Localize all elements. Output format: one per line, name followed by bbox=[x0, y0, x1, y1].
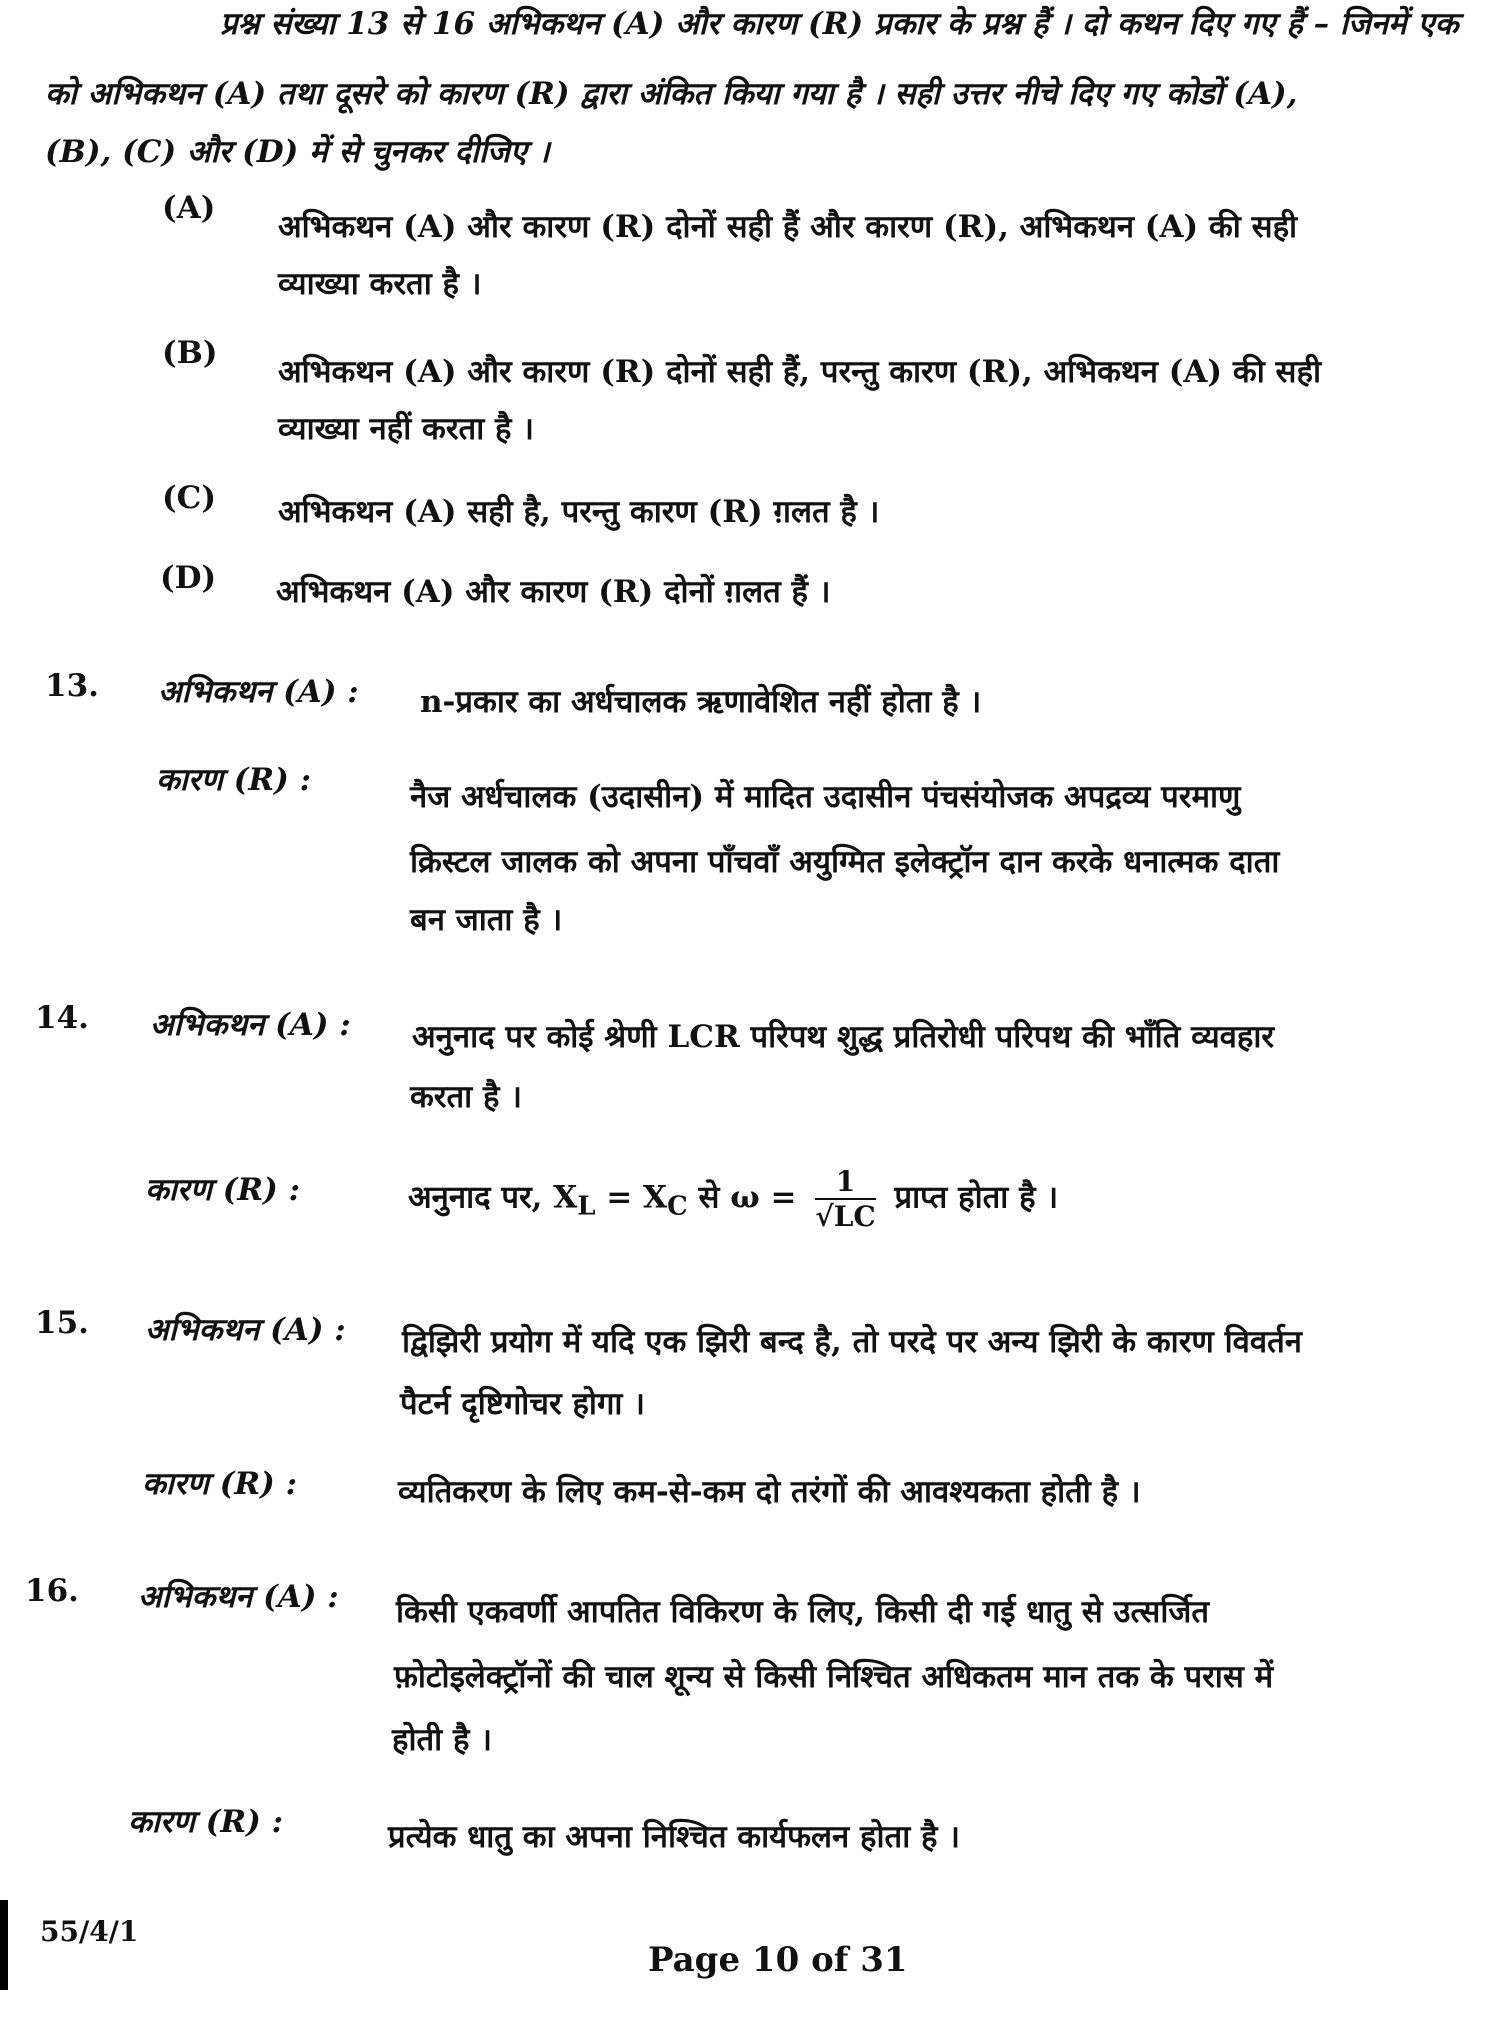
assertion-label: अभिकथन (A) : bbox=[145, 1312, 346, 1348]
intro-line: को अभिकथन (A) तथा दूसरे को कारण (R) द्वारा अंकित किया गया है । सही उत्तर नीचे दिए गए कोडों (A), bbox=[45, 76, 1298, 112]
question-number: 16. bbox=[25, 1573, 79, 1609]
assertion-text: पैटर्न दृष्टिगोचर होगा । bbox=[400, 1386, 645, 1422]
fraction bbox=[815, 1165, 875, 1233]
assertion-text: द्विझिरी प्रयोग में यदि एक झिरी बन्द है, तो परदे पर अन्य झिरी के कारण विवर्तन bbox=[402, 1324, 1302, 1360]
option-text: अभिकथन (A) सही है, परन्तु कारण (R) ग़लत है । bbox=[278, 494, 880, 530]
option-label: (B) bbox=[162, 335, 218, 371]
assertion-text: होती है । bbox=[392, 1722, 492, 1758]
reason-text: प्राप्त होता है । bbox=[894, 1179, 1059, 1216]
reason-text: प्रत्येक धातु का अपना निश्चित कार्यफलन होता है । bbox=[388, 1819, 961, 1855]
intro-line: (B), (C) और (D) में से चुनकर दीजिए । bbox=[45, 134, 550, 170]
reason-label: कारण (R) : bbox=[156, 762, 312, 798]
reason-formula bbox=[408, 1165, 1058, 1233]
question-number: 13. bbox=[45, 668, 99, 704]
intro-line: प्रश्न संख्या 13 से 16 अभिकथन (A) और कारण (R) प्रकार के प्रश्न हैं । दो कथन दिए गए हैं – जिनमें एक bbox=[220, 6, 1459, 42]
fraction-denominator: √LC bbox=[815, 1200, 876, 1233]
page-number: Page 10 of 31 bbox=[648, 1940, 908, 1980]
reason-text: व्यतिकरण के लिए कम-से-कम दो तरंगों की आवश्यकता होती है । bbox=[398, 1474, 1141, 1510]
reason-label: कारण (R) : bbox=[142, 1466, 298, 1502]
fraction-numerator: 1 bbox=[815, 1165, 875, 1200]
reason-text: नैज अर्धचालक (उदासीन) में मादित उदासीन पंचसंयोजक अपद्रव्य परमाणु bbox=[410, 779, 1241, 815]
subscript-l: L bbox=[577, 1191, 596, 1222]
option-text: अभिकथन (A) और कारण (R) दोनों ग़लत हैं । bbox=[276, 574, 831, 610]
reason-text: बन जाता है । bbox=[410, 902, 563, 938]
assertion-label: अभिकथन (A) : bbox=[138, 1579, 339, 1615]
assertion-label: अभिकथन (A) : bbox=[150, 1007, 351, 1043]
option-text: अभिकथन (A) और कारण (R) दोनों सही हैं और कारण (R), अभिकथन (A) की सही bbox=[278, 209, 1298, 245]
question-number: 14. bbox=[35, 1000, 89, 1036]
subscript-c: C bbox=[667, 1191, 688, 1222]
option-label: (C) bbox=[162, 480, 217, 516]
option-label: (A) bbox=[162, 190, 216, 226]
assertion-text: करता है । bbox=[410, 1079, 522, 1115]
question-number: 15. bbox=[35, 1305, 89, 1341]
option-label: (D) bbox=[160, 560, 217, 596]
reason-label: कारण (R) : bbox=[128, 1804, 284, 1840]
option-text: व्याख्या करता है । bbox=[278, 266, 482, 302]
assertion-text: अनुनाद पर कोई श्रेणी LCR परिपथ शुद्ध प्रतिरोधी परिपथ की भाँति व्यवहार bbox=[412, 1019, 1275, 1055]
reason-text: क्रिस्टल जालक को अपना पाँचवाँ अयुग्मित इलेक्ट्रॉन दान करके धनात्मक दाता bbox=[410, 844, 1280, 880]
reason-label: कारण (R) : bbox=[145, 1172, 301, 1208]
assertion-text: किसी एकवर्णी आपतित विकिरण के लिए, किसी दी गई धातु से उत्सर्जित bbox=[396, 1594, 1210, 1630]
option-text: व्याख्या नहीं करता है । bbox=[278, 411, 535, 447]
margin-bar bbox=[0, 1900, 8, 1990]
assertion-label: अभिकथन (A) : bbox=[158, 674, 359, 710]
paper-code: 55/4/1 bbox=[40, 1915, 139, 1948]
reason-text: अनुनाद पर, X bbox=[408, 1179, 578, 1216]
assertion-text: n-प्रकार का अर्धचालक ऋणावेशित नहीं होता है । bbox=[420, 684, 982, 720]
reason-text: से ω = bbox=[687, 1179, 797, 1216]
reason-text: = X bbox=[595, 1179, 668, 1216]
assertion-text: फ़ोटोइलेक्ट्रॉनों की चाल शून्य से किसी निश्चित अधिकतम मान तक के परास में bbox=[394, 1659, 1274, 1695]
option-text: अभिकथन (A) और कारण (R) दोनों सही हैं, परन्तु कारण (R), अभिकथन (A) की सही bbox=[278, 354, 1321, 390]
